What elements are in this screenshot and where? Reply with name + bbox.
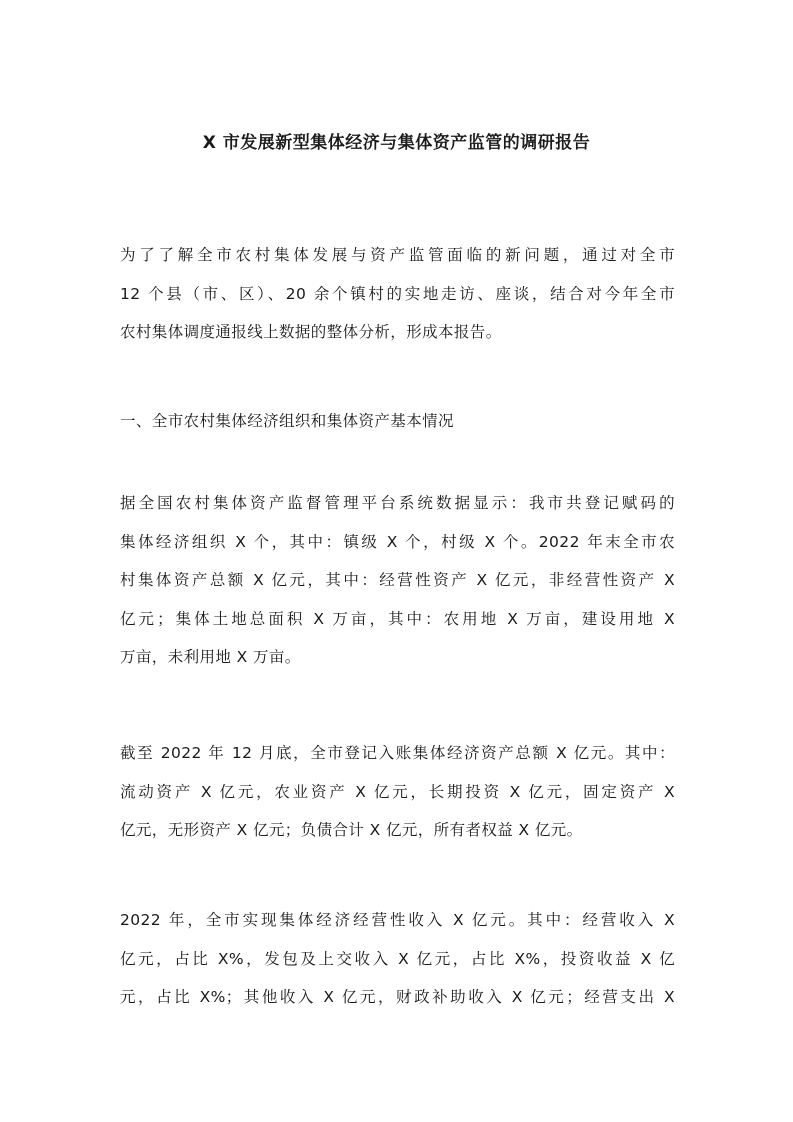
- para1-line-5: 万亩，未利用地 X 万亩。: [120, 648, 301, 667]
- para3-line-1: 2022 年，全市实现集体经济经营性收入 X 亿元。其中：经营收入 X: [120, 911, 675, 929]
- para2-line-2: 流动资产 X 亿元，农业资产 X 亿元，长期投资 X 亿元，固定资产 X: [120, 782, 675, 801]
- intro-paragraph: [120, 236, 675, 352]
- para1-line-4: 亿元；集体土地总面积 X 万亩，其中：农用地 X 万亩，建设用地 X: [120, 609, 675, 628]
- section-heading-1: 一、全市农村集体经济组织和集体资产基本情况: [120, 412, 454, 430]
- para2-line-1: 截至 2022 年 12 月底，全市登记入账集体经济资产总额 X 亿元。其中：: [120, 744, 675, 762]
- para1-line-1: 据全国农村集体资产监督管理平台系统数据显示：我市共登记赋码的: [120, 494, 675, 512]
- paragraph-1: [120, 484, 675, 677]
- paragraph-2: [120, 734, 675, 850]
- para1-line-3: 村集体资产总额 X 亿元，其中：经营性资产 X 亿元，非经营性资产 X: [120, 571, 675, 590]
- paragraph-3: [120, 901, 675, 1017]
- para1-line-2: 集体经济组织 X 个，其中：镇级 X 个，村级 X 个。2022 年末全市农: [120, 532, 675, 551]
- intro-line-3: 农村集体调度通报线上数据的整体分析，形成本报告。: [120, 323, 502, 342]
- para3-line-3: 元，占比 X%；其他收入 X 亿元，财政补助收入 X 亿元；经营支出 X: [120, 988, 675, 1007]
- para2-line-3: 亿元，无形资产 X 亿元；负债合计 X 亿元，所有者权益 X 亿元。: [120, 821, 583, 840]
- para3-line-2: 亿元，占比 X%，发包及上交收入 X 亿元，占比 X%，投资收益 X 亿: [120, 949, 675, 968]
- intro-line-2: 12 个县（市、区）、20 余个镇村的实地走访、座谈，结合对今年全市: [120, 284, 675, 303]
- intro-line-1: 为了了解全市农村集体发展与资产监管面临的新问题，通过对全市: [120, 246, 675, 264]
- page-title: X 市发展新型集体经济与集体资产监管的调研报告: [202, 133, 591, 153]
